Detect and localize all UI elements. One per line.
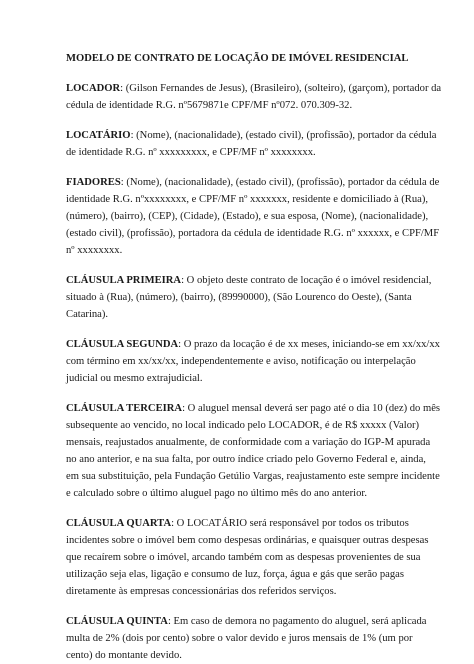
clause-text: judicial ou mesmo extrajudicial.	[66, 373, 203, 384]
clause-line	[66, 583, 434, 600]
clause-text: : O aluguel mensal deverá ser pago até o dia 10 (dez) do mês	[182, 403, 441, 414]
clause-label: CLÁUSULA QUINTA	[66, 616, 168, 627]
clause-line	[66, 127, 437, 144]
clause-line	[66, 174, 440, 191]
clause-paragraph	[66, 400, 441, 502]
clause-label: CLÁUSULA SEGUNDA	[66, 339, 179, 350]
clause-text: mensais, reajustados anualmente, de conformidade com a variação do IGP-M apurada	[66, 437, 431, 448]
clause-line	[66, 336, 440, 353]
clause-line	[66, 647, 434, 664]
clause-line	[66, 242, 434, 259]
clause-text: no ano anterior, e na sua falta, por outro índice criado pelo Governo Federal e, ainda,	[66, 454, 426, 465]
clause-text: subsequente ao vencido, no local indicado pelo LOCADOR, é de R$ xxxxx (Valor)	[66, 420, 420, 431]
clause-label: LOCATÁRIO	[66, 130, 131, 141]
clause-text: cédula de identidade R.G. nº5679871e CPF/MF nº072. 070.309-32.	[66, 100, 353, 111]
clause-paragraph	[66, 272, 434, 323]
clause-label: CLÁUSULA PRIMEIRA	[66, 275, 182, 286]
clause-line	[66, 289, 434, 306]
clause-text: multa de 2% (dois por cento) sobre o valor devido e juros mensais de 1% (um por	[66, 633, 413, 644]
clause-line	[66, 451, 434, 468]
document-title: MODELO DE CONTRATO DE LOCAÇÃO DE IMÓVEL RESIDENCIAL	[66, 53, 409, 64]
clause-line	[66, 549, 434, 566]
clause-text: : O objeto deste contrato de locação é o imóvel residencial,	[181, 275, 432, 286]
clause-text: (estado civil), (profissão), portadora da cédula de identidade R.G. nº xxxxxx, e CPF/MF	[66, 228, 440, 239]
clause-text: situado à (Rua), (número), (bairro), (89990000), (São Lourenco do Oeste), (Santa	[66, 292, 412, 303]
clause-label: CLÁUSULA TERCEIRA	[66, 403, 183, 414]
clause-text: com término em xx/xx/xx, independentemente e aviso, notificação ou interpelação	[66, 356, 416, 367]
clause-text: incidentes sobre o imóvel bem como despesas ordinárias, e quaisquer outras despesas	[66, 535, 429, 546]
clause-text: : O LOCATÁRIO será responsável por todos os tributos	[171, 518, 409, 529]
clause-line	[66, 370, 434, 387]
clause-line	[66, 485, 434, 502]
clause-paragraph	[66, 174, 440, 259]
clause-line	[66, 353, 434, 370]
clause-line	[66, 306, 434, 323]
clause-line	[66, 630, 434, 647]
clause-text: (número), (bairro), (CEP), (Cidade), (Estado), e sua esposa, (Nome), (nacionalidade),	[66, 211, 429, 222]
clause-text: : O prazo da locação é de xx meses, iniciando-se em xx/xx/xx	[178, 339, 440, 350]
clause-paragraph	[66, 127, 437, 161]
clause-line	[66, 468, 440, 485]
clause-line	[66, 144, 434, 161]
clause-text: nº xxxxxxxx.	[66, 245, 123, 256]
clause-line	[66, 515, 434, 532]
clause-text: : (Nome), (nacionalidade), (estado civil), (profissão), portador da cédula de	[120, 177, 440, 188]
clause-label: LOCADOR	[66, 83, 121, 94]
clause-line	[66, 191, 434, 208]
clause-line	[66, 97, 434, 114]
clause-text: e calculado sobre o último aluguel pago no último mês do ano anterior.	[66, 488, 367, 499]
clause-text: : Em caso de demora no pagamento do aluguel, será aplicada	[167, 616, 427, 627]
clause-text: diretamente às empresas concessionárias dos referidos serviços.	[66, 586, 337, 597]
clauses-container	[66, 80, 442, 664]
clause-line	[66, 400, 441, 417]
clause-paragraph	[66, 336, 440, 387]
clause-text: que recaírem sobre o imóvel, arcando também com as despesas provenientes de sua	[66, 552, 421, 563]
clause-label: FIADORES	[66, 177, 121, 188]
clause-line	[66, 417, 434, 434]
clause-line	[66, 208, 434, 225]
clause-text: Catarina).	[66, 309, 109, 320]
clause-text: em sua substituição, pela Fundação Getúlio Vargas, reajustamento este sempre incidente	[66, 471, 440, 482]
clause-text: : (Gilson Fernandes de Jesus), (Brasileiro), (solteiro), (garçom), portador da	[120, 83, 442, 94]
clause-line	[66, 225, 440, 242]
clause-text: cento) do montante devido.	[66, 650, 182, 661]
clause-text: de identidade R.G. nº xxxxxxxxx, e CPF/MF nº xxxxxxxx.	[66, 147, 316, 158]
clause-text: utilização seja elas, ligação e consumo de luz, força, água e gás que serão pagas	[66, 569, 404, 580]
clause-line	[66, 80, 442, 97]
clause-text: : (Nome), (nacionalidade), (estado civil), (profissão), portador da cédula	[130, 130, 437, 141]
clause-text: identidade R.G. nºxxxxxxxx, e CPF/MF nº xxxxxxx, residente e domiciliado à (Rua),	[66, 194, 429, 205]
clause-label: CLÁUSULA QUARTA	[66, 518, 172, 529]
clause-line	[66, 566, 434, 583]
clause-paragraph	[66, 515, 434, 600]
clause-line	[66, 613, 434, 630]
clause-line	[66, 272, 434, 289]
clause-paragraph	[66, 80, 442, 114]
clause-paragraph	[66, 613, 434, 664]
clause-line	[66, 434, 434, 451]
clause-line	[66, 532, 434, 549]
